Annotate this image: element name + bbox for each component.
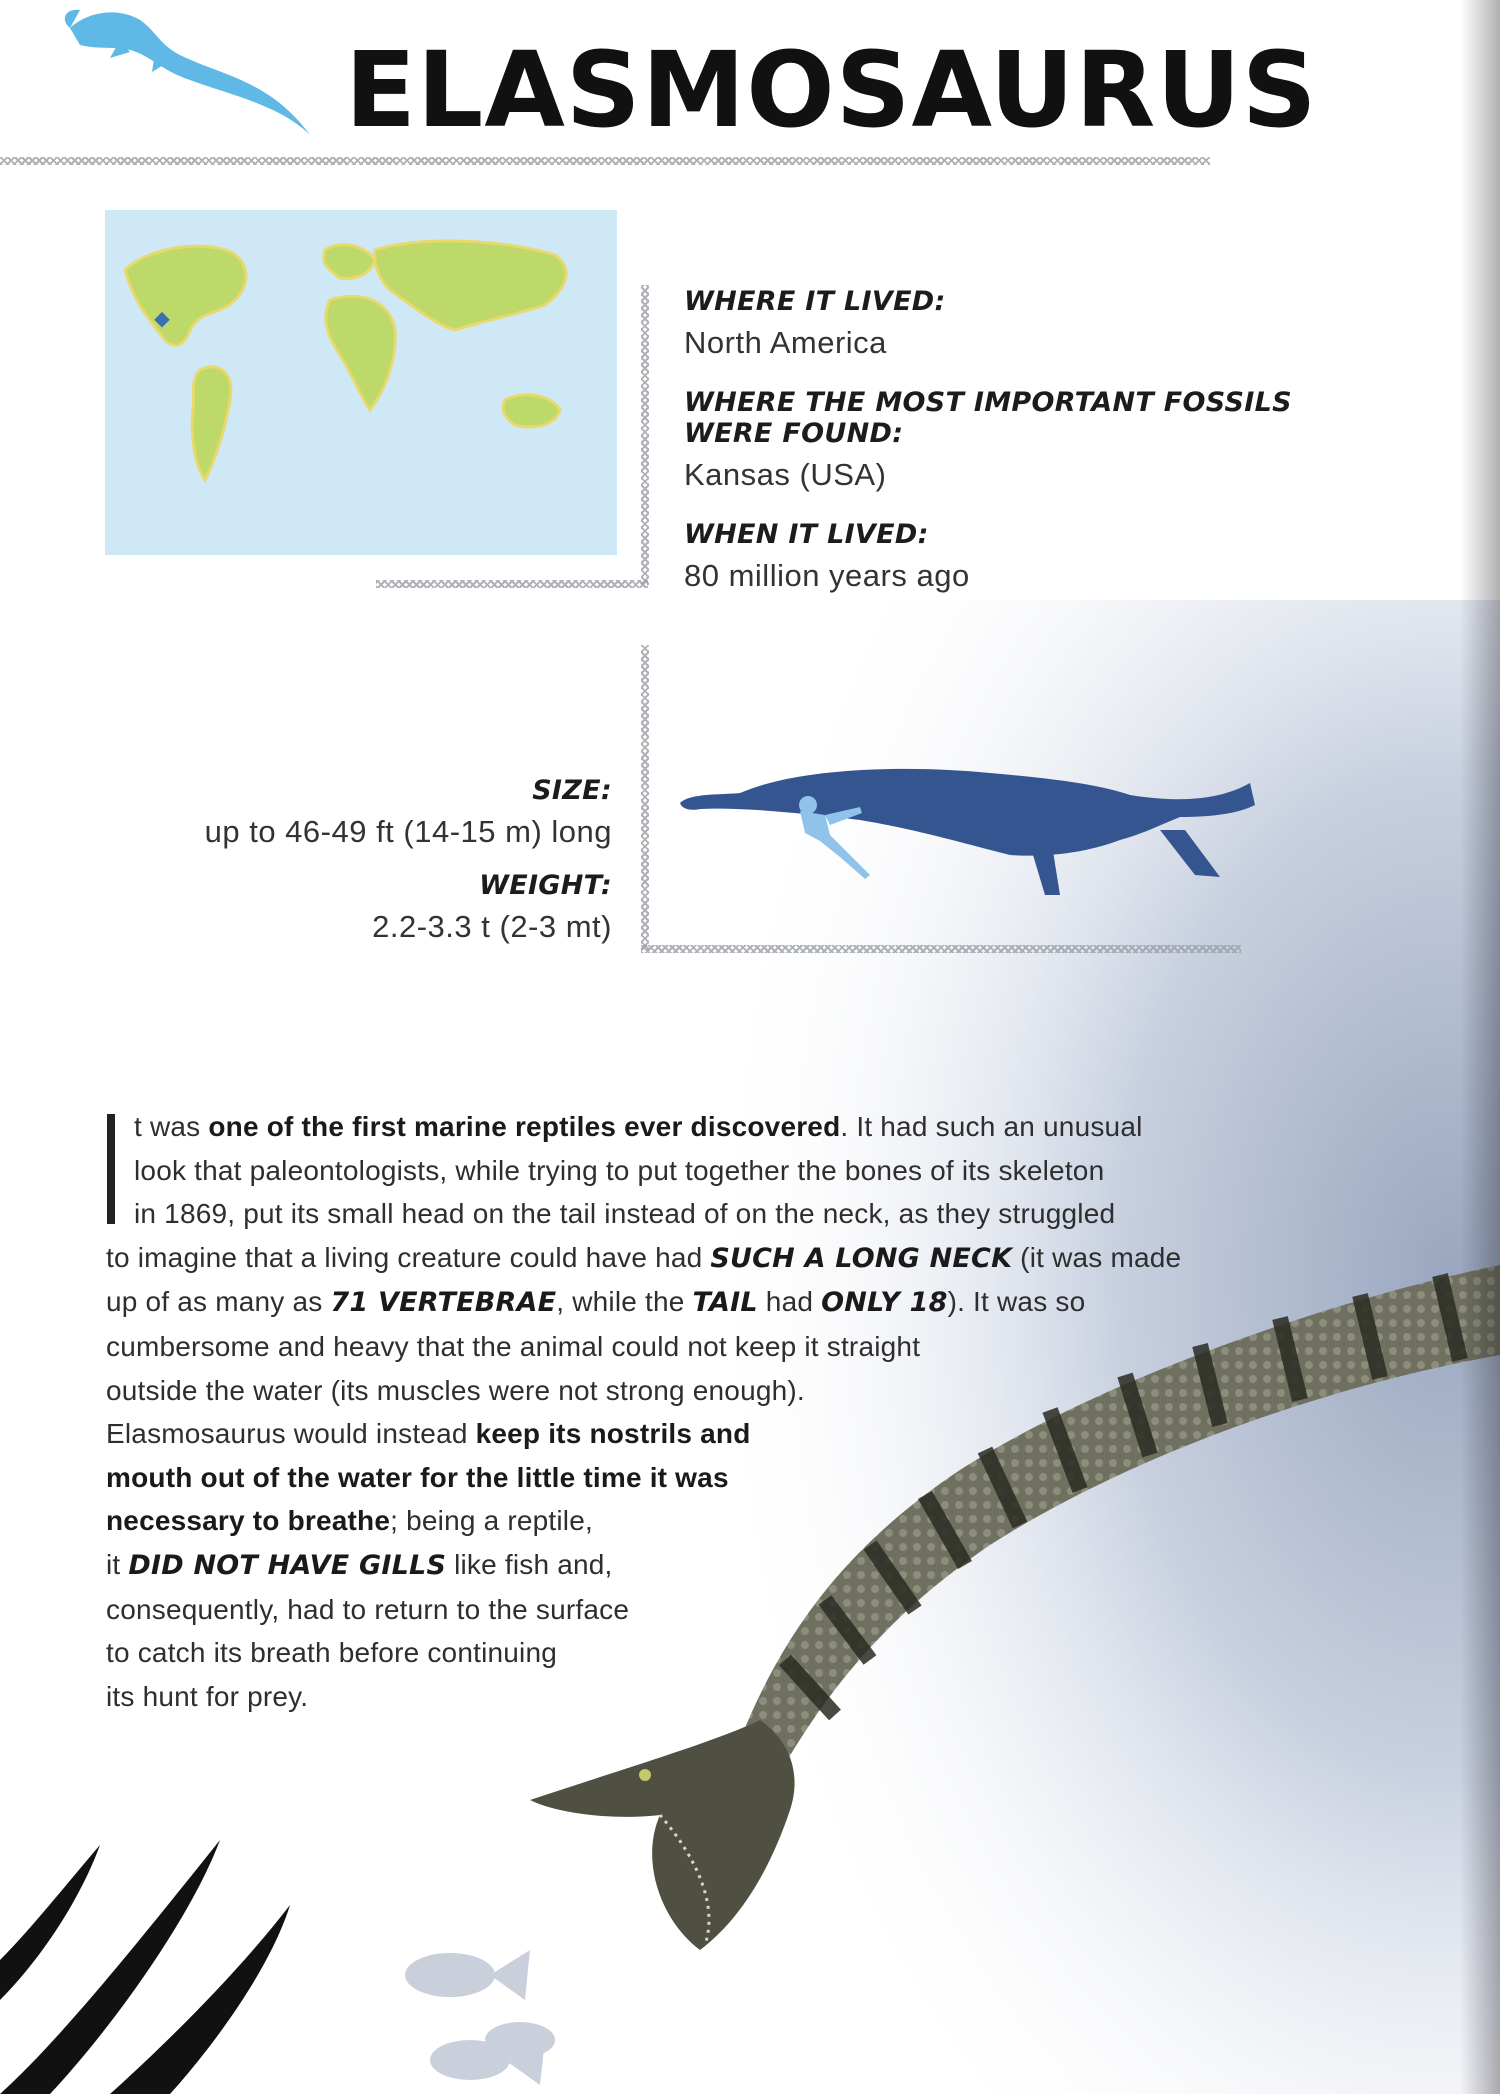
where-lived-value: North America xyxy=(684,325,887,360)
body-line-4: to imagine that a living creature could have had SUCH A LONG NECK (it was made xyxy=(106,1241,1182,1274)
title-underline-divider xyxy=(0,157,1210,165)
body-line-8: Elasmosaurus would instead keep its nostrils and xyxy=(106,1418,751,1450)
map-underline-divider xyxy=(376,580,648,588)
when-lived-value: 80 million years ago xyxy=(684,558,970,593)
body-line-12: consequently, had to return to the surface xyxy=(106,1593,630,1625)
size-value: up to 46-49 ft (14-15 m) long xyxy=(204,814,612,849)
page-title: ELASMOSAURUS xyxy=(345,29,1318,151)
location-facts xyxy=(684,286,1384,620)
body-line-11: it DID NOT HAVE GILLS like fish and, xyxy=(106,1548,613,1581)
page-edge-shadow xyxy=(1460,0,1500,2094)
body-line-10: necessary to breathe; being a reptile, xyxy=(106,1505,593,1537)
size-label: SIZE: xyxy=(532,775,612,806)
size-comparison-silhouette xyxy=(660,745,1260,925)
when-lived-label: WHEN IT LIVED: xyxy=(684,519,929,550)
size-underline-divider xyxy=(641,945,1241,953)
plesiosaur-silhouette-large-icon xyxy=(680,769,1255,856)
weight-value: 2.2-3.3 t (2-3 mt) xyxy=(372,909,612,944)
where-lived-label: WHERE IT LIVED: xyxy=(684,286,946,317)
body-line-7: outside the water (its muscles were not strong enough). xyxy=(106,1374,805,1406)
size-vertical-divider xyxy=(641,645,649,950)
facts-vertical-divider xyxy=(641,285,649,585)
body-line-3: in 1869, put its small head on the tail instead of on the neck, as they struggled xyxy=(134,1198,1116,1230)
fossils-found-value: Kansas (USA) xyxy=(684,457,887,492)
body-paragraph xyxy=(106,1105,1306,1718)
body-line-13: to catch its breath before continuing xyxy=(106,1637,558,1669)
size-weight-facts xyxy=(112,775,612,965)
body-line-1: t was one of the first marine reptiles ever discovered. It had such an unusual xyxy=(134,1111,1143,1142)
body-line-5: up of as many as 71 VERTEBRAE, while the TAIL had ONLY 18). It was so xyxy=(106,1286,1086,1319)
weight-label: WEIGHT: xyxy=(479,870,612,901)
body-line-6: cumbersome and heavy that the animal could not keep it straight xyxy=(106,1330,921,1362)
body-line-9: mouth out of the water for the little time it was xyxy=(106,1461,729,1493)
body-line-14: its hunt for prey. xyxy=(106,1680,309,1712)
fossils-found-label: WHERE THE MOST IMPORTANT FOSSILS WERE FOUND: xyxy=(684,387,1292,449)
world-map-icon xyxy=(105,210,617,555)
body-line-2: look that paleontologists, while trying to put together the bones of its skeleton xyxy=(134,1154,1105,1186)
plesiosaur-silhouette-icon xyxy=(60,0,320,140)
